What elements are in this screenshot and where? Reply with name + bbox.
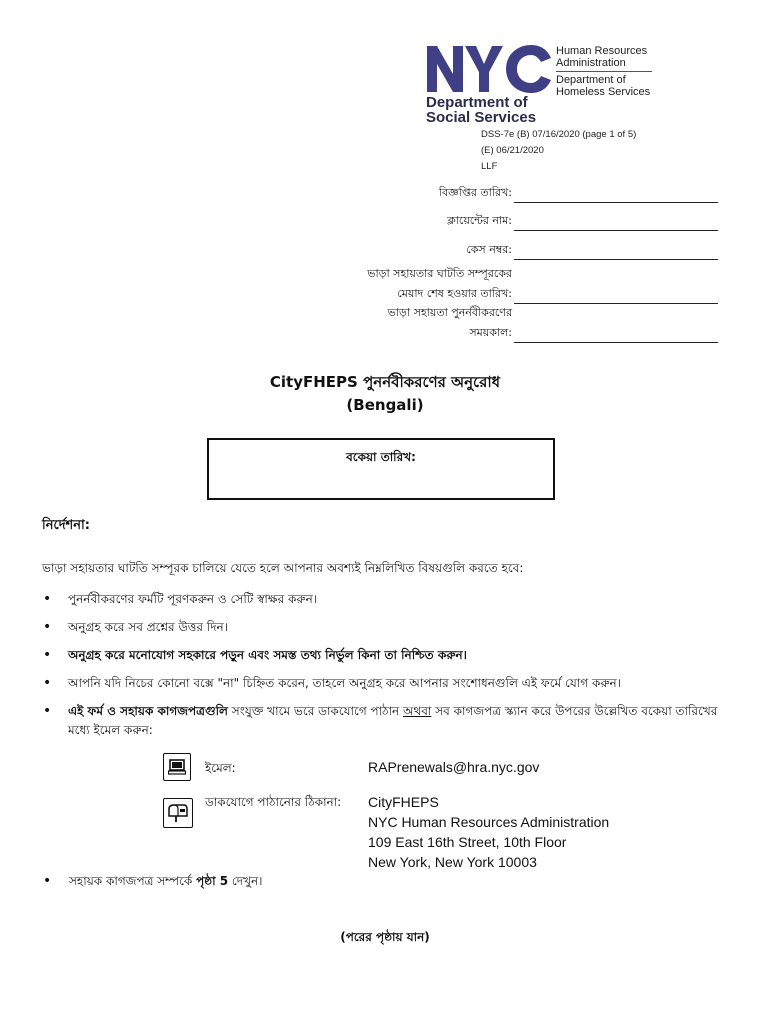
dhs-name-line1: Department of [556, 74, 626, 86]
mail-address-line4: New York, New York 10003 [368, 854, 537, 870]
expiry-date-label-line1: ভাড়া সহায়তার ঘাটতি সম্পূরকের [367, 267, 512, 280]
client-name-field [447, 212, 718, 231]
expiry-date-field [367, 264, 718, 304]
list-item [42, 618, 732, 637]
mail-address-line2: NYC Human Resources Administration [368, 814, 610, 830]
nyc-logo [427, 44, 551, 94]
title-line2: (Bengali) [346, 396, 424, 414]
client-name-line[interactable] [514, 218, 718, 231]
support-text-post: দেখুন। [228, 874, 263, 888]
case-number-label: কেস নম্বর: [466, 243, 512, 256]
instruction-text: পুনর্নবীকরণের ফর্মটি পূরণকরুন ও সেটি স্বাক্ষর করুন। [68, 592, 318, 606]
next-page-note: (পরের পৃষ্ঠায় যান) [340, 930, 430, 944]
renewal-period-line[interactable] [514, 330, 718, 343]
list-item [42, 646, 732, 665]
page-title [0, 371, 770, 417]
form-code-line3: LLF [481, 161, 498, 172]
department-line1: Department of [426, 94, 528, 111]
instructions-heading: নির্দেশনা: [42, 518, 90, 533]
agency-names [556, 45, 652, 98]
instruction-text: সব কাগজপত্র স্ক্যান করে উপরের উল্লেখিত বকেয়া তারিখের মধ্যে ইমেল করুন: [68, 704, 718, 737]
bullet-icon: • [43, 873, 52, 889]
support-page-ref: পৃষ্ঠা 5 [196, 874, 229, 888]
hra-name-line2: Administration [556, 57, 626, 69]
mail-address-line3: 109 East 16th Street, 10th Floor [368, 834, 567, 850]
list-item [42, 590, 732, 609]
notice-date-line[interactable] [514, 190, 718, 203]
list-item [42, 674, 732, 693]
title-line1: CityFHEPS পুনর্নবীকরণের অনুরোধ [269, 373, 501, 391]
instructions-intro: ভাড়া সহায়তার ঘাটতি সম্পূরক চালিয়ে যেতে হলে আপনার অবশ্যই নিম্নলিখিত বিষয়গুলি করতে হবে: [42, 561, 524, 575]
department-line2: Social Services [426, 109, 537, 126]
case-number-field [466, 241, 718, 260]
renewal-period-label-line1: ভাড়া সহায়তা পুনর্নবীকরণের [387, 306, 512, 319]
instruction-bold-text: এই ফর্ম ও সহায়ক কাগজপত্রগুলি [68, 704, 228, 718]
mail-address [368, 792, 609, 872]
renewal-period-field [388, 303, 718, 343]
client-name-label: ক্লায়েন্টের নাম: [447, 214, 512, 227]
hra-name-line1: Human Resources [556, 45, 648, 57]
agency-divider [556, 71, 652, 72]
instruction-text: অনুগ্রহ করে সব প্রশ্নের উত্তর দিন। [68, 620, 228, 634]
form-code-line2: (E) 06/21/2020 [481, 145, 544, 156]
form-code [481, 127, 636, 175]
case-number-line[interactable] [514, 247, 718, 260]
form-code-line1: DSS-7e (B) 07/16/2020 (page 1 of 5) [481, 129, 637, 140]
instruction-text: সংযুক্ত খামে ভরে ডাকযোগে পাঠান [227, 704, 404, 718]
mail-address-line1: CityFHEPS [368, 794, 439, 810]
list-item [42, 702, 732, 740]
email-label: ইমেল: [205, 761, 236, 775]
instructions-list [42, 590, 732, 749]
notice-date-label: বিজ্ঞপ্তির তারিখ: [438, 186, 512, 199]
dhs-name-line2: Homeless Services [556, 86, 651, 98]
notice-date-field [439, 184, 718, 203]
email-link[interactable]: RAPrenewals@hra.nyc.gov [368, 759, 540, 775]
due-date-label: বকেয়া তারিখ: [346, 450, 416, 464]
support-text-pre: সহায়ক কাগজপত্র সম্পর্কে [69, 874, 197, 888]
instruction-text: আপনি যদি নিচের কোনো বক্সে "না" চিহ্নিত করেন, তাহলে অনুগ্রহ করে আপনার সংশোধনগুলি এই ফর্মে যোগ করুন। [68, 676, 621, 690]
computer-icon [163, 753, 191, 781]
instruction-text: অনুগ্রহ করে মনোযোগ সহকারে পড়ুন এবং সমস্ত তথ্য নির্ভুল কিনা তা নিশ্চিত করুন। [68, 648, 467, 662]
expiry-date-label-line2: মেয়াদ শেষ হওয়ার তারিখ: [397, 287, 512, 300]
due-date-box [207, 438, 555, 500]
department-name [426, 95, 536, 125]
renewal-period-label-line2: সময়কাল: [469, 326, 512, 339]
instruction-or-text: অথবা [403, 704, 432, 718]
mailbox-icon [163, 798, 193, 828]
supporting-docs-note [42, 873, 262, 893]
mail-address-label: ডাকযোগে পাঠানোর ঠিকানা: [205, 795, 342, 809]
